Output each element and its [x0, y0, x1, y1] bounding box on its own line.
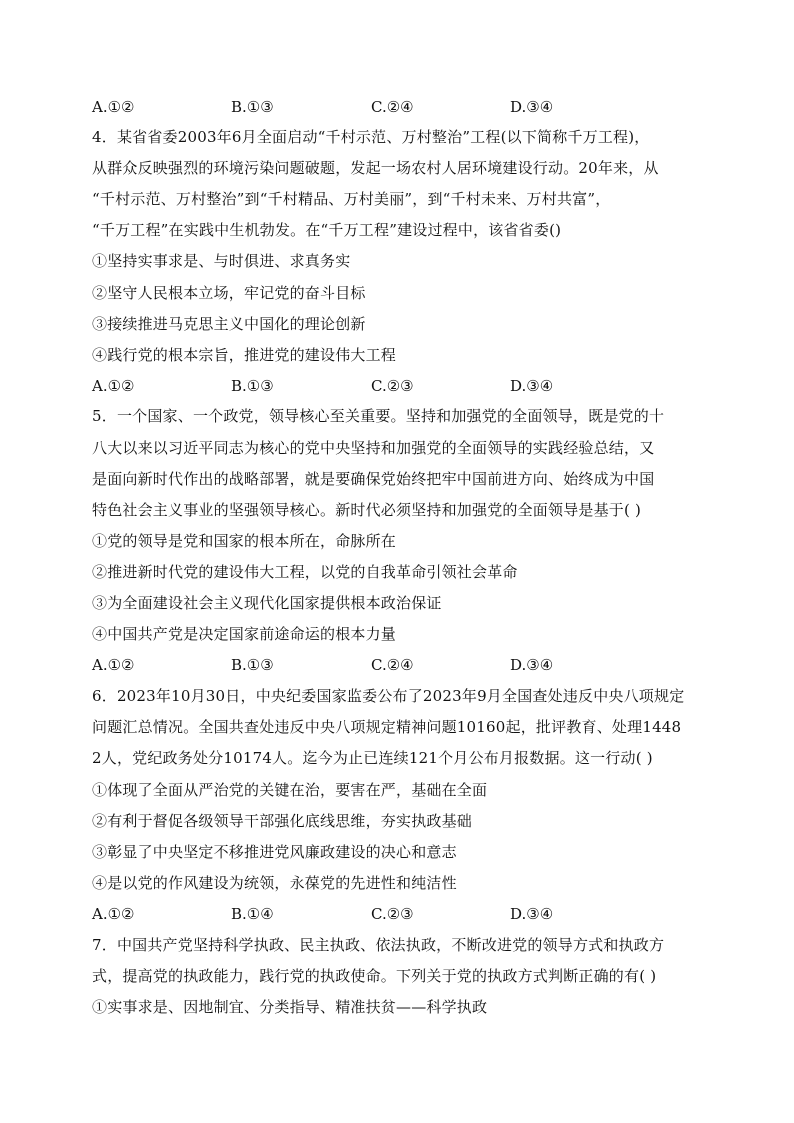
q5-stem-line: 特色社会主义事业的坚强领导核心。新时代必须坚持和加强党的全面领导是基于( ) [92, 501, 642, 519]
q3-option-a[interactable]: A.①② [92, 98, 135, 116]
q4-stem-line: “千村示范、万村整治”到“千村精品、万村美丽”，到“千村未来、万村共富”， [92, 190, 611, 208]
q4-item: ②坚守人民根本立场，牢记党的奋斗目标 [92, 284, 366, 302]
q5-item: ④中国共产党是决定国家前途命运的根本力量 [92, 625, 397, 643]
q5-item: ①党的领导是党和国家的根本所在，命脉所在 [92, 532, 397, 550]
q4-option-d[interactable]: D.③④ [510, 377, 554, 395]
q7-stem-line: 7．中国共产党坚持科学执政、民主执政、依法执政，不断改进党的领导方式和执政方 [92, 936, 665, 954]
q6-option-c[interactable]: C.②③ [371, 905, 414, 923]
q4-item: ①坚持实事求是、与时俱进、求真务实 [92, 252, 351, 270]
q3-options [92, 96, 712, 118]
q7-stem-line: 式，提高党的执政能力，践行党的执政使命。下列关于党的执政方式判断正确的有( ) [92, 967, 657, 985]
q5-option-c[interactable]: C.②④ [371, 656, 414, 674]
q6-stem-line: 6．2023年10月30日，中央纪委国家监委公布了2023年9月全国查处违反中央八项规定 [92, 687, 685, 705]
q6-options [92, 903, 712, 925]
q5-item: ③为全面建设社会主义现代化国家提供根本政治保证 [92, 594, 442, 612]
q5-stem-line: 5．一个国家、一个政党，领导核心至关重要。坚持和加强党的全面领导，既是党的十 [92, 407, 665, 425]
q6-item: ④是以党的作风建设为统领，永葆党的先进性和纯洁性 [92, 874, 457, 892]
q5-option-b[interactable]: B.①③ [231, 656, 274, 674]
q6-option-a[interactable]: A.①② [92, 905, 135, 923]
q3-option-c[interactable]: C.②④ [371, 98, 414, 116]
q6-stem-line: 2人，党纪政务处分10174人。迄今为止已连续121个月公布月报数据。这一行动( ) [92, 749, 653, 767]
q6-option-b[interactable]: B.①④ [231, 905, 274, 923]
q5-option-a[interactable]: A.①② [92, 656, 135, 674]
q5-options [92, 654, 712, 676]
q6-item: ①体现了全面从严治党的关键在治，要害在严，基础在全面 [92, 781, 488, 799]
q7-item: ①实事求是、因地制宜、分类指导、精准扶贫——科学执政 [92, 998, 488, 1016]
q3-option-d[interactable]: D.③④ [510, 98, 554, 116]
q4-option-b[interactable]: B.①③ [231, 377, 274, 395]
q3-option-b[interactable]: B.①③ [231, 98, 274, 116]
q4-item: ③接续推进马克思主义中国化的理论创新 [92, 315, 366, 333]
q4-option-a[interactable]: A.①② [92, 377, 135, 395]
q4-stem-line: 4．某省省委2003年6月全面启动“千村示范、万村整治”工程(以下简称千万工程)， [92, 128, 650, 146]
q4-option-c[interactable]: C.②③ [371, 377, 414, 395]
q4-stem-line: 从群众反映强烈的环境污染问题破题，发起一场农村人居环境建设行动。20年来，从 [92, 159, 659, 177]
q4-item: ④践行党的根本宗旨，推进党的建设伟大工程 [92, 346, 397, 364]
q4-stem-line: “千万工程”在实践中生机勃发。在“千万工程”建设过程中，该省省委() [92, 221, 562, 239]
q6-option-d[interactable]: D.③④ [510, 905, 554, 923]
q4-options [92, 375, 712, 397]
q5-item: ②推进新时代党的建设伟大工程，以党的自我革命引领社会革命 [92, 563, 518, 581]
q6-item: ②有利于督促各级领导干部强化底线思维，夯实执政基础 [92, 812, 473, 830]
q5-option-d[interactable]: D.③④ [510, 656, 554, 674]
q6-item: ③彰显了中央坚定不移推进党风廉政建设的决心和意志 [92, 843, 457, 861]
q6-stem-line: 问题汇总情况。全国共查处违反中央八项规定精神问题10160起，批评教育、处理1448 [92, 718, 682, 736]
q5-stem-line: 是面向新时代作出的战略部署，就是要确保党始终把牢中国前进方向、始终成为中国 [92, 470, 655, 488]
q5-stem-line: 八大以来以习近平同志为核心的党中央坚持和加强党的全面领导的实践经验总结，又 [92, 439, 655, 457]
